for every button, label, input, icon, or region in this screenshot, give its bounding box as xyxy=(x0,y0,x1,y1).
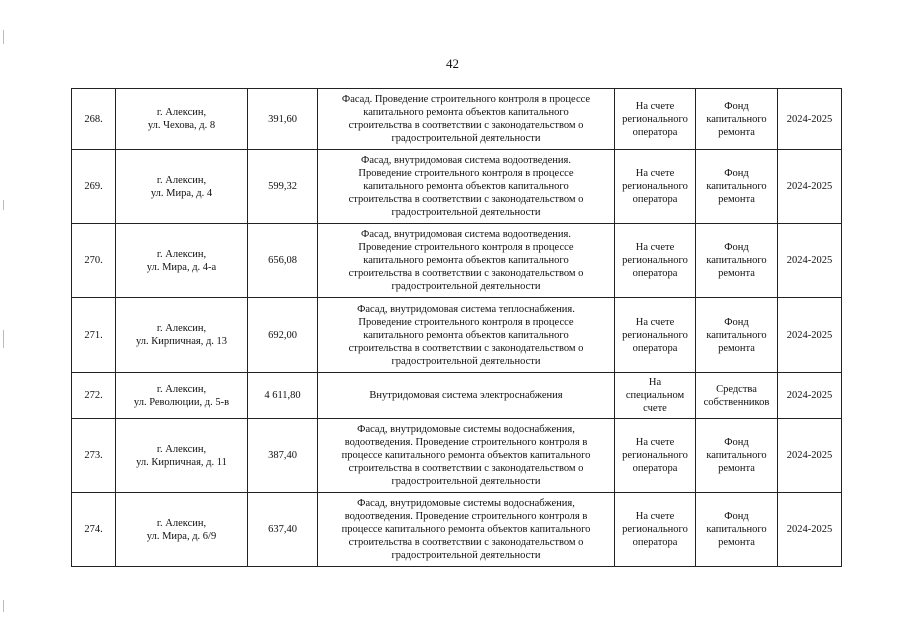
row-number: 268. xyxy=(72,89,116,150)
funding-source-line: капитального xyxy=(706,181,767,192)
work-description-line: строительства в соответствии с законодательством о xyxy=(348,120,584,131)
table-row xyxy=(72,419,842,493)
work-description xyxy=(318,224,615,298)
work-description-line: Проведение строительного контроля в процессе xyxy=(358,168,574,179)
address-city: г. Алексин, xyxy=(156,323,207,334)
work-period: 2024-2025 xyxy=(778,373,842,419)
address-street: ул. Кирпичная, д. 13 xyxy=(135,336,228,347)
work-description-line: строительства в соответствии с законодательством о xyxy=(348,537,584,548)
work-description xyxy=(318,373,615,419)
address-city: г. Алексин, xyxy=(156,517,207,529)
fund-account-line: оператора xyxy=(632,268,678,279)
table-row xyxy=(72,224,842,298)
funding-source-line: ремонта xyxy=(718,194,755,205)
fund-account-line: оператора xyxy=(632,537,678,548)
fund-account-line: оператора xyxy=(632,342,678,354)
fund-account-line: счете xyxy=(643,403,667,414)
address-street: ул. Чехова, д. 8 xyxy=(147,120,216,131)
funding-source-line: Фонд xyxy=(724,511,749,522)
fund-account xyxy=(615,89,696,150)
address-city: г. Алексин, xyxy=(156,443,207,455)
work-description-line: капитального ремонта объектов капитального xyxy=(363,329,569,341)
row-number: 270. xyxy=(72,224,116,298)
funding-source xyxy=(696,493,778,567)
work-description-line: Проведение строительного контроля в процессе xyxy=(358,316,574,328)
work-description xyxy=(318,419,615,493)
address-cell xyxy=(116,224,248,298)
work-description-line: строительства в соответствии с законодательством о xyxy=(348,342,584,354)
fund-account-line: регионального xyxy=(622,255,688,266)
fund-account-line: регионального xyxy=(622,450,688,461)
cost-value: 599,32 xyxy=(248,150,318,224)
address-cell xyxy=(116,89,248,150)
work-description-line: Фасад, внутридомовая система водоотведения. xyxy=(361,229,571,240)
address-city: г. Алексин, xyxy=(156,174,207,186)
work-period: 2024-2025 xyxy=(778,224,842,298)
work-description-line: процессе капитального ремонта объектов капитального xyxy=(341,450,591,461)
fund-account-line: На счете xyxy=(635,316,675,328)
work-period: 2024-2025 xyxy=(778,493,842,567)
fund-account xyxy=(615,419,696,493)
fund-account-line: оператора xyxy=(632,194,678,205)
fund-account-line: регионального xyxy=(622,113,688,125)
fund-account xyxy=(615,298,696,373)
row-number: 274. xyxy=(72,493,116,567)
work-description-line: Внутридомовая система электроснабжения xyxy=(369,390,563,401)
fund-account-line: На счете xyxy=(635,100,675,112)
fund-account-line: На xyxy=(648,377,662,388)
fund-account-line: оператора xyxy=(632,463,678,474)
work-description-line: водоотведения. Проведение строительного контроля в xyxy=(344,437,588,448)
funding-source xyxy=(696,298,778,373)
funding-source-line: Фонд xyxy=(724,437,749,448)
fund-account-line: регионального xyxy=(622,329,688,341)
page-number: 42 xyxy=(446,56,459,71)
work-description xyxy=(318,298,615,373)
address-cell xyxy=(116,493,248,567)
fund-account xyxy=(615,224,696,298)
cost-value: 391,60 xyxy=(248,89,318,150)
work-description-line: Фасад, внутридомовые системы водоснабжения, xyxy=(357,498,575,509)
fund-account-line: На счете xyxy=(635,511,675,522)
fund-account xyxy=(615,493,696,567)
work-description-line: градостроительной деятельности xyxy=(391,355,541,367)
funding-source-line: Фонд xyxy=(724,316,749,328)
work-description-line: градостроительной деятельности xyxy=(391,133,541,144)
address-cell xyxy=(116,373,248,419)
work-period: 2024-2025 xyxy=(778,419,842,493)
fund-account-line: оператора xyxy=(632,126,678,138)
funding-source-line: Фонд xyxy=(724,168,749,179)
fund-account-line: На счете xyxy=(635,242,675,253)
work-description-line: капитального ремонта объектов капитального xyxy=(363,107,569,118)
work-description-line: Фасад, внутридомовая система теплоснабжения. xyxy=(357,303,575,315)
work-description-line: Фасад, внутридомовая система водоотведения. xyxy=(361,155,571,166)
fund-account-line: регионального xyxy=(622,524,688,535)
funding-source-line: капитального xyxy=(706,524,767,535)
work-period: 2024-2025 xyxy=(778,89,842,150)
funding-source xyxy=(696,419,778,493)
funding-source xyxy=(696,89,778,150)
table-body xyxy=(72,89,842,567)
row-number: 269. xyxy=(72,150,116,224)
work-description xyxy=(318,150,615,224)
address-cell xyxy=(116,150,248,224)
address-cell xyxy=(116,419,248,493)
funding-source-line: ремонта xyxy=(718,342,755,354)
repair-works-table xyxy=(71,88,842,567)
work-description-line: процессе капитального ремонта объектов капитального xyxy=(341,524,591,535)
fund-account xyxy=(615,150,696,224)
row-number: 272. xyxy=(72,373,116,419)
work-description-line: капитального ремонта объектов капитального xyxy=(363,255,569,266)
funding-source xyxy=(696,150,778,224)
row-number: 273. xyxy=(72,419,116,493)
cost-value: 387,40 xyxy=(248,419,318,493)
work-description xyxy=(318,89,615,150)
row-number: 271. xyxy=(72,298,116,373)
work-description-line: градостроительной деятельности xyxy=(391,207,541,218)
work-description-line: градостроительной деятельности xyxy=(391,281,541,292)
address-city: г. Алексин, xyxy=(156,107,207,118)
fund-account-line: На счете xyxy=(635,168,675,179)
cost-value: 692,00 xyxy=(248,298,318,373)
funding-source-line: Фонд xyxy=(724,100,749,112)
fund-account xyxy=(615,373,696,419)
funding-source-line: собственников xyxy=(703,396,770,408)
fund-account-line: специальном xyxy=(625,390,685,401)
funding-source-line: Средства xyxy=(716,383,757,395)
address-street: ул. Мира, д. 4 xyxy=(150,187,213,199)
work-description-line: капитального ремонта объектов капитального xyxy=(363,181,569,192)
address-street: ул. Мира, д. 4-а xyxy=(146,261,217,273)
work-description-line: Проведение строительного контроля в процессе xyxy=(358,242,574,253)
work-description-line: водоотведения. Проведение строительного контроля в xyxy=(344,511,588,522)
funding-source-line: капитального xyxy=(706,329,767,341)
funding-source-line: капитального xyxy=(706,113,767,125)
fund-account-line: На счете xyxy=(635,437,675,448)
address-cell xyxy=(116,298,248,373)
funding-source xyxy=(696,224,778,298)
work-description-line: градостроительной деятельности xyxy=(391,550,541,561)
funding-source xyxy=(696,373,778,419)
work-description-line: Фасад, внутридомовые системы водоснабжения, xyxy=(357,424,575,435)
funding-source-line: ремонта xyxy=(718,537,755,548)
address-street: ул. Революции, д. 5-в xyxy=(133,396,230,408)
funding-source-line: ремонта xyxy=(718,268,755,279)
table-row xyxy=(72,493,842,567)
work-description-line: Фасад. Проведение строительного контроля в процессе xyxy=(341,94,591,105)
address-street: ул. Кирпичная, д. 11 xyxy=(136,456,227,468)
address-city: г. Алексин, xyxy=(156,383,207,395)
funding-source-line: капитального xyxy=(706,255,767,266)
cost-value: 637,40 xyxy=(248,493,318,567)
table-row xyxy=(72,298,842,373)
scan-edge-marks xyxy=(3,0,5,640)
work-description-line: строительства в соответствии с законодательством о xyxy=(348,194,584,205)
cost-value: 4 611,80 xyxy=(248,373,318,419)
work-description-line: строительства в соответствии с законодательством о xyxy=(348,268,584,279)
funding-source-line: Фонд xyxy=(724,242,749,253)
work-period: 2024-2025 xyxy=(778,150,842,224)
funding-source-line: капитального xyxy=(706,450,767,461)
table-row xyxy=(72,150,842,224)
table-row xyxy=(72,89,842,150)
funding-source-line: ремонта xyxy=(718,126,755,138)
work-description-line: градостроительной деятельности xyxy=(391,476,541,487)
funding-source-line: ремонта xyxy=(718,463,755,474)
work-description xyxy=(318,493,615,567)
fund-account-line: регионального xyxy=(622,181,688,192)
work-period: 2024-2025 xyxy=(778,298,842,373)
cost-value: 656,08 xyxy=(248,224,318,298)
address-city: г. Алексин, xyxy=(156,248,207,260)
address-street: ул. Мира, д. 6/9 xyxy=(146,530,217,542)
work-description-line: строительства в соответствии с законодательством о xyxy=(348,463,584,474)
table-row xyxy=(72,373,842,419)
